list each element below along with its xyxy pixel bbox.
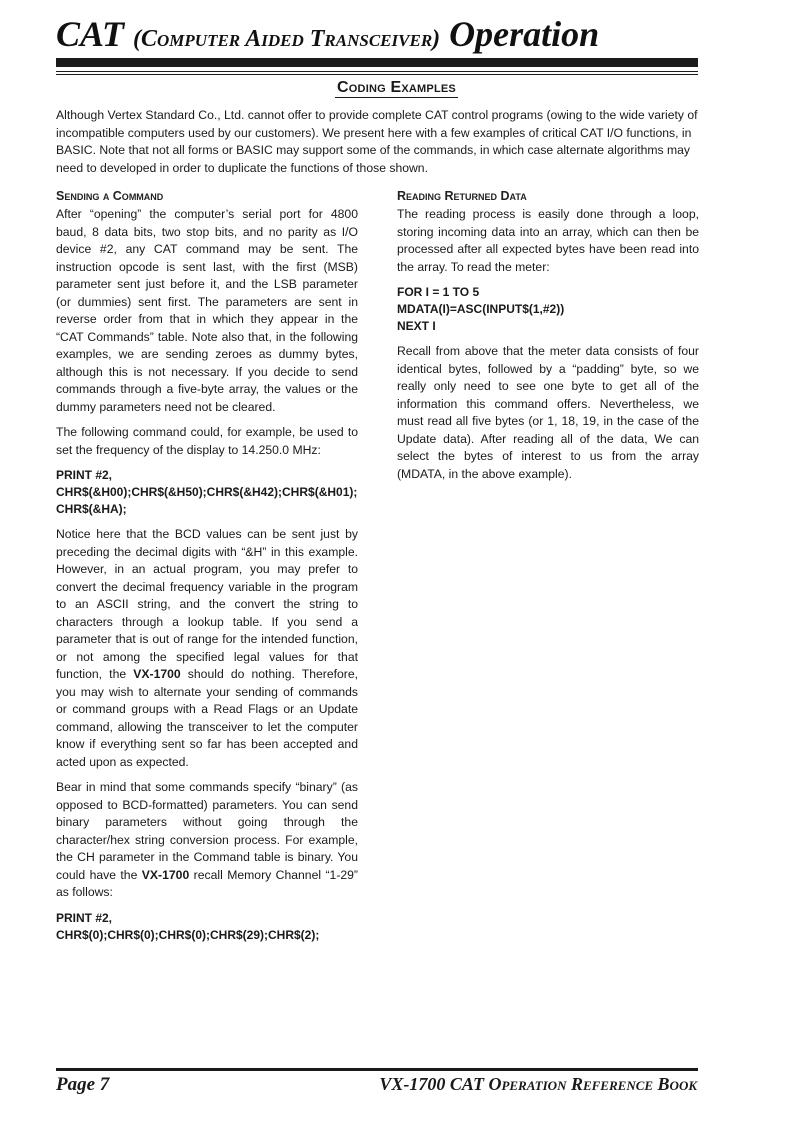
- code-line: MDATA(I)=ASC(INPUT$(1,#2)): [397, 302, 565, 316]
- subhead-sending-command: Sending a Command: [56, 189, 164, 203]
- header-rule-thick: [56, 58, 698, 67]
- code-line: CHR$(&HA);: [56, 502, 127, 516]
- title-end: Operation: [440, 14, 600, 54]
- header-rule-thin-2: [56, 74, 698, 75]
- book-title: VX-1700 CAT Operation Reference Book: [379, 1074, 697, 1094]
- subhead-reading-data: Reading Returned Data: [397, 189, 527, 203]
- code-line: NEXT I: [397, 319, 436, 333]
- section-title: Coding Examples: [337, 79, 456, 96]
- title-main: CAT: [56, 14, 134, 54]
- right-column: [397, 188, 699, 491]
- title-subtitle: (Computer Aided Transceiver): [133, 26, 441, 52]
- code-line: CHR$(0);CHR$(0);CHR$(0);CHR$(29);CHR$(2);: [56, 927, 320, 942]
- code-line: FOR I = 1 TO 5: [397, 285, 480, 299]
- paragraph-opening-port: After “opening” the computer’s serial port for 4800 baud, 8 data bits, two stop bits, and no parity as I/O device #2, any CAT command may be sent. The instruction opcode is sent last, with the first (MSB) parameter sent just before it, and the LSB parameter (or dummies) sent first. The parameters are sent in reverse order from that in which they appear in the “CAT Commands” table. Note also that, in the following examples, we are sending zeroes as dummy bytes, although this is not necessary. If you decide to send commands through a five-byte array, the values or the dummy parameters need not be cleared.: [56, 207, 358, 414]
- code-block-read-loop: [397, 284, 699, 335]
- code-block-print-frequency: [56, 467, 358, 518]
- paragraph-bcd-values: Notice here that the BCD values can be sent just by preceding the decimal digits with “&H” in this example. However, in an actual program, you may prefer to convert the decimal frequency variable in the program to an ASCII string, and the convert the string to characters through a lookup table. If you send a parameter that is out of range for the intended function, or not among the specified legal values for that function, the VX-1700 should do nothing. Therefore, you may wish to alternate your sending of commands or command groups with a Read Flags or an Update command, allowing the transceiver to let the computer know if everything sent so far has been accepted and acted upon as expected.: [56, 527, 358, 769]
- model-name: VX-1700: [141, 867, 190, 882]
- code-line: CHR$(&H00);CHR$(&H50);CHR$(&H42);CHR$(&H01);: [56, 485, 358, 499]
- footer-rule: [56, 1068, 698, 1071]
- left-column: [56, 188, 358, 952]
- paragraph-meter-data: Recall from above that the meter data consists of four identical bytes, followed by a “padding” byte, so we really only need to see one byte to get all of the information this command offers. Nevertheless, we must read all five bytes (or 1, 18, 19, in the case of the Update data). After reading all of the data, We can select the bytes of interest to us from the array (MDATA, in the above example).: [397, 344, 699, 481]
- code-block-print-memory: [56, 910, 358, 944]
- intro-paragraph: Although Vertex Standard Co., Ltd. cannot offer to provide complete CAT control programs (owing to the wide variety of incompatible computers used by our customers). We present here with a few examples of critical CAT I/O functions, in BASIC. Note that not all forms or BASIC may support some of the commands, in which case alternate algorithms may need to developed in order to duplicate the functions of those shown.: [56, 108, 698, 175]
- paragraph-frequency-example: The following command could, for example, be used to set the frequency of the display to 14.250.0 MHz:: [56, 425, 358, 457]
- code-line: PRINT #2,: [56, 910, 113, 925]
- model-name: VX-1700: [133, 667, 181, 681]
- code-line: PRINT #2,: [56, 468, 113, 482]
- page-title: [56, 14, 599, 59]
- page-number: Page 7: [56, 1074, 110, 1095]
- header-rule-thin: [56, 71, 698, 72]
- paragraph-binary-parameters: Bear in mind that some commands specify “binary” (as opposed to BCD-formatted) parameters. You can send binary parameters without going through the character/hex string conversion process. For example, the CH parameter in the Command table is binary. You could have the VX-1700 recall Memory Channel “1-29” as follows:: [56, 780, 358, 899]
- paragraph-reading-process: The reading process is easily done through a loop, storing incoming data into an array, which can then be processed after all expected bytes have been read into the array. To read the meter:: [397, 207, 699, 274]
